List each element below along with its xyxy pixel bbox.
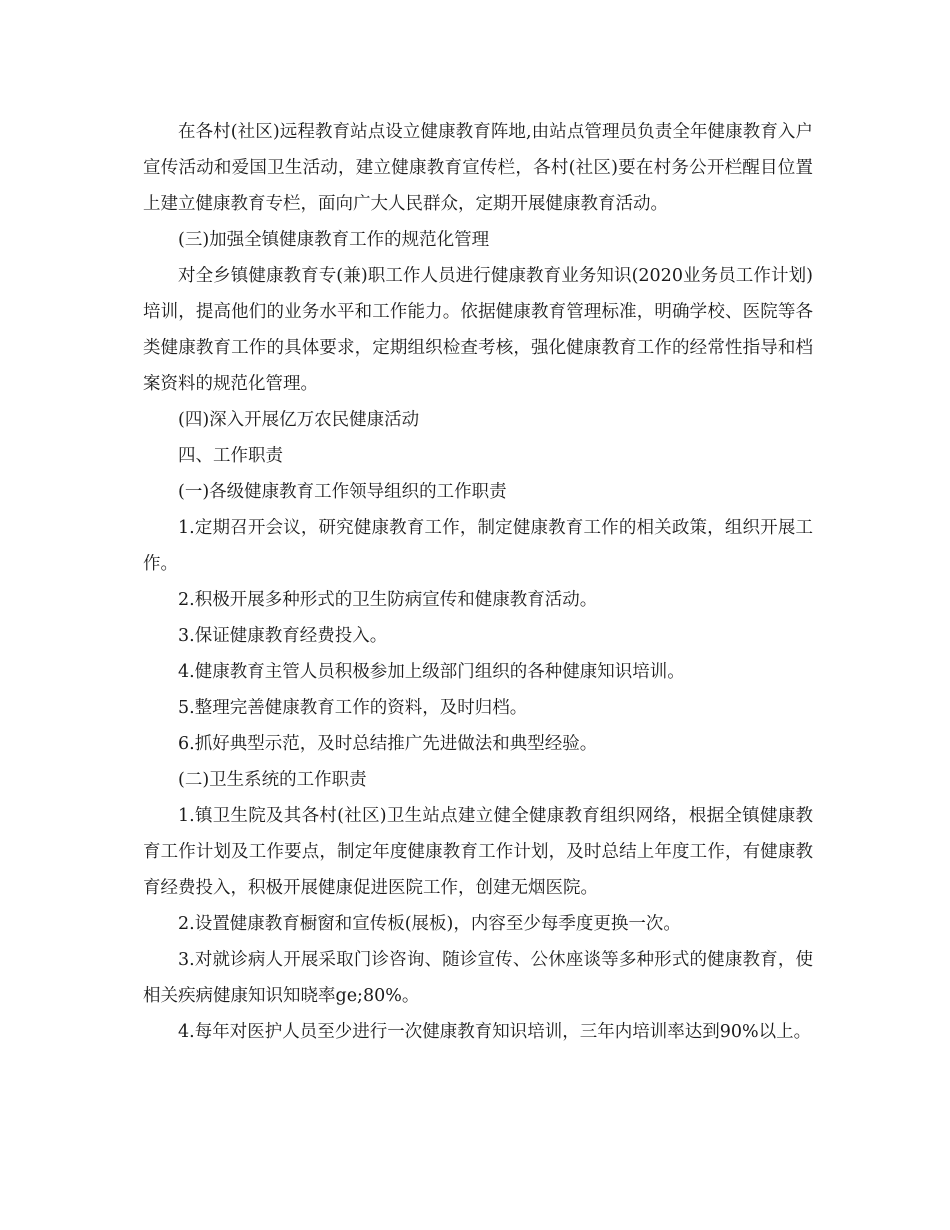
list-item-health-system-1: 1.镇卫生院及其各村(社区)卫生站点建立健全健康教育组织网络，根据全镇健康教育工作计划及工作要点，制定年度健康教育工作计划，及时总结上年度工作，有健康教育经费投入，积极开展健康促进医院工作，创建无烟医院。 xyxy=(143,806,813,898)
list-item-leadership-3: 3.保证健康教育经费投入。 xyxy=(178,626,388,646)
section-heading-farmers-health-activity: (四)深入开展亿万农民健康活动 xyxy=(178,410,420,430)
list-item-health-system-4: 4.每年对医护人员至少进行一次健康教育知识培训，三年内培训率达到90%以上。 xyxy=(178,1022,812,1042)
section-heading-work-duties: 四、工作职责 xyxy=(178,446,283,466)
section-heading-health-system-duties: (二)卫生系统的工作职责 xyxy=(178,770,367,790)
list-item-leadership-4: 4.健康教育主管人员积极参加上级部门组织的各种健康知识培训。 xyxy=(178,662,685,682)
paragraph-staff-training: 对全乡镇健康教育专(兼)职工作人员进行健康教育业务知识(2020业务员工作计划)培训，提高他们的业务水平和工作能力。依据健康教育管理标准，明确学校、医院等各类健康教育工作的具体要求，定期组织检查考核，强化健康教育工作的经常性指导和档案资料的规范化管理。 xyxy=(143,266,813,394)
list-item-health-system-3: 3.对就诊病人开展采取门诊咨询、随诊宣传、公休座谈等多种形式的健康教育，使相关疾病健康知识知晓率ge;80%。 xyxy=(143,950,813,1006)
section-heading-leadership-duties: (一)各级健康教育工作领导组织的工作职责 xyxy=(178,482,507,502)
list-item-leadership-5: 5.整理完善健康教育工作的资料，及时归档。 xyxy=(178,698,528,718)
document-body xyxy=(143,114,813,1050)
paragraph-health-education-station: 在各村(社区)远程教育站点设立健康教育阵地,由站点管理员负责全年健康教育入户宣传活动和爱国卫生活动，建立健康教育宣传栏，各村(社区)要在村务公开栏醒目位置上建立健康教育专栏，面向广大人民群众，定期开展健康教育活动。 xyxy=(143,122,813,214)
list-item-leadership-2: 2.积极开展多种形式的卫生防病宣传和健康教育活动。 xyxy=(178,590,598,610)
list-item-leadership-1: 1.定期召开会议，研究健康教育工作，制定健康教育工作的相关政策，组织开展工作。 xyxy=(143,518,813,574)
section-heading-standardized-management: (三)加强全镇健康教育工作的规范化管理 xyxy=(178,230,490,250)
list-item-leadership-6: 6.抓好典型示范，及时总结推广先进做法和典型经验。 xyxy=(178,734,598,754)
list-item-health-system-2: 2.设置健康教育橱窗和宣传板(展板)，内容至少每季度更换一次。 xyxy=(178,914,681,934)
